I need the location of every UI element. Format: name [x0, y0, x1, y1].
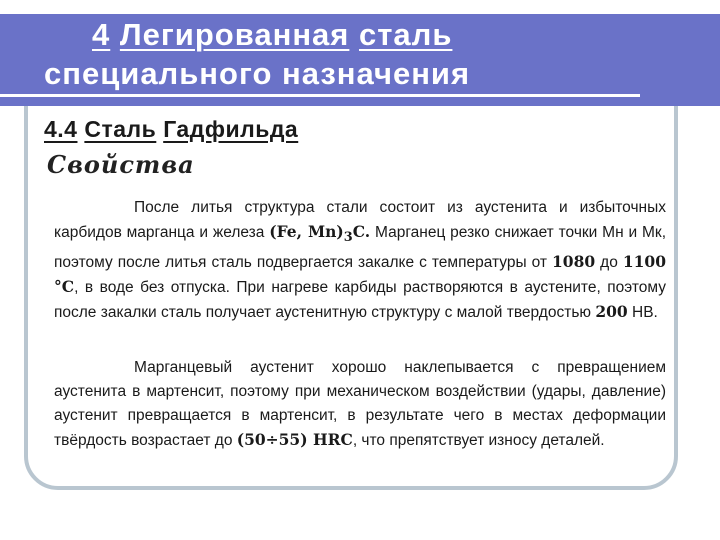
p2-text-1: Марганцевый аустенит хорошо наклепывается с превращением аустенита в мартенсит, поэтому при механическом воздействии (удары, давление) аустенит превращается в мартенсит, в результате чего в местах деформации твёрдость возрастает до: [54, 359, 666, 449]
p1-text-2: Марганец резко снижает точки Мн и Мк, поэтому после литья сталь подвергается закалке с температуры от: [54, 224, 667, 272]
p1-text-3: до: [595, 254, 623, 272]
p1-formula-tail: C.: [352, 222, 371, 241]
p1-text-4: , в воде без отпуска. При нагреве карбиды растворяются в аустените, поэтому после закалки сталь получает аустенитную структуру с малой твердостью: [54, 279, 666, 322]
title-word-alloyed: Легированная: [119, 17, 350, 52]
p1-formula: [269, 222, 371, 246]
p2-range: (50÷55) HRC: [236, 430, 353, 449]
p1-text-5: НВ.: [627, 304, 658, 322]
paragraph-1: [54, 196, 666, 325]
title-line-2: специального назначения: [44, 56, 471, 91]
title-number: 4: [92, 17, 111, 52]
p1-text-1: После литья структура стали состоит из аустенита и избыточных карбидов марганца и железа: [54, 199, 666, 241]
title-line-1: [92, 17, 452, 53]
title-word-steel: сталь: [359, 17, 453, 52]
p1-temp-2: 1100 °С: [54, 252, 666, 297]
p1-hardness: 200: [595, 302, 628, 322]
subheading-word-steel: Сталь: [84, 116, 157, 142]
subheading-number: 4.4: [44, 116, 78, 142]
subheading-word-hadfield: Гадфильда: [163, 116, 299, 142]
p1-formula-main: (Fe, Mn): [269, 222, 344, 241]
p1-temp-1: 1080: [552, 252, 596, 272]
p1-formula-sub: 3: [343, 230, 353, 246]
paragraph-2: [54, 356, 666, 453]
section-title: Свойства: [47, 150, 195, 179]
p2-text-2: , что препятствует износу деталей.: [352, 432, 605, 449]
subheading: [44, 116, 298, 143]
title-underline: [0, 94, 640, 97]
